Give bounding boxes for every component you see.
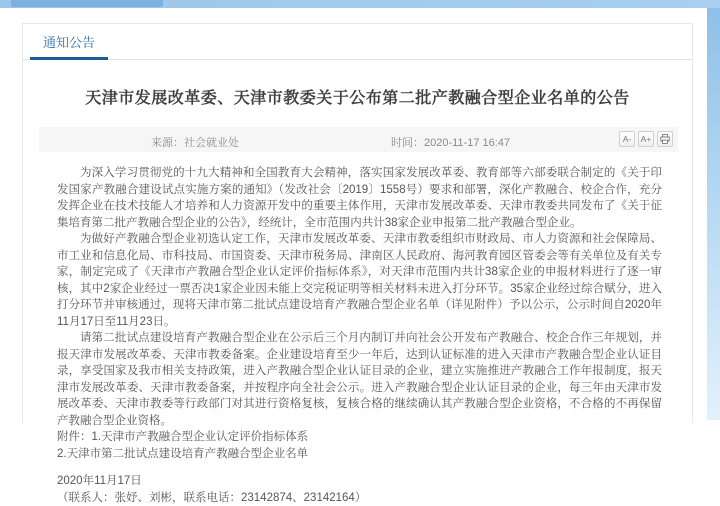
article-title: 天津市发展改革委、天津市教委关于公布第二批产教融合型企业名单的公告 [23, 85, 692, 108]
article-meta-bar [39, 127, 678, 152]
printer-icon [660, 134, 670, 144]
article-time [391, 134, 510, 150]
contact-line: （联系人：张妤、刘彬，联系电话：23142874、23142164） [57, 490, 662, 506]
font-increase-button[interactable]: A+ [638, 131, 654, 147]
notice-card [22, 23, 693, 423]
paragraph: 为做好产教融合型企业初选认定工作，天津市发展改革委、天津市教委组织市财政局、市人力资源和社会保障局、市工业和信息化局、市科技局、市国资委、天津市税务局、津南区人民政府、海河教育园区管委会等有关单位及有关专家，制定完成了《天津市产教融合型企业认定评价指标体系》，对天津市范围内共计38家企业的申报材料进行了逐一审核，其中2家企业经过一票否决1家企业因未能上交完税证明等相关材料未进入打分环节。35家企业经过综合赋分，进入打分环节并审核通过，现将天津市第二批试点建设培育产教融合型企业名单（详见附件）予以公示，公示时间自2020年11月17日至11月23日。 [57, 231, 662, 330]
print-button[interactable] [657, 131, 673, 147]
tab-notice-announcements[interactable]: 通知公告 [30, 32, 108, 60]
paragraph: 为深入学习贯彻党的十九大精神和全国教育大会精神，落实国家发展改革委、教育部等六部委联合制定的《关于印发国家产教融合建设试点实施方案的通知》（发改社会〔2019〕1558号）要求和部署，深化产教融合、校企合作，充分发挥企业在技术技能人才培养和人力资源开发中的重要主体作用，天津市发展改革委、天津市教委共同发布了《关于征集培育第二批产教融合型企业的公告》，经统计，全市范围内共计38家企业申报第二批产教融合型企业。 [57, 165, 662, 231]
time-value: 2020-11-17 16:47 [424, 137, 510, 149]
browser-top-strip [0, 0, 720, 8]
time-label: 时间： [391, 137, 424, 149]
publish-date: 2020年11月17日 [57, 473, 662, 490]
paragraph: 请第二批试点建设培育产教融合型企业在公示后三个月内制订并向社会公开发布产教融合、校企合作三年规划，并报天津市发展改革委、天津市教委备案。企业建设培育至少一年后，达到认证标准的进入天津市产教融合型企业认证目录，享受国家及我市相关支持政策，进入产教融合型企业认证目录的企业，建立实施推进产教融合工作年报制度，报天津市发展改革委、天津市教委备案，并按程序向全社会公示。进入产教融合型企业认证目录的企业，每三年由天津市发展改革委、天津市教委等行政部门对其进行资格复核，复核合格的继续确认其产教融合型企业资格，不合格的不再保留产教融合型企业资格。 [57, 330, 662, 429]
section-tab-bar [23, 24, 692, 60]
attachment-line-2: 2.天津市第二批试点建设培育产教融合型企业名单 [57, 446, 662, 463]
article-toolbar [619, 131, 673, 147]
font-decrease-button[interactable]: A- [619, 131, 635, 147]
source-value: 社会就业处 [184, 137, 239, 149]
source-label: 来源： [151, 137, 184, 149]
page-right-gradient-strip [707, 8, 720, 420]
browser-tab-remnant [11, 0, 163, 7]
article-source [151, 134, 239, 150]
attachment-line-1: 附件：1.天津市产教融合型企业认定评价指标体系 [57, 429, 662, 446]
article-body [57, 165, 662, 506]
